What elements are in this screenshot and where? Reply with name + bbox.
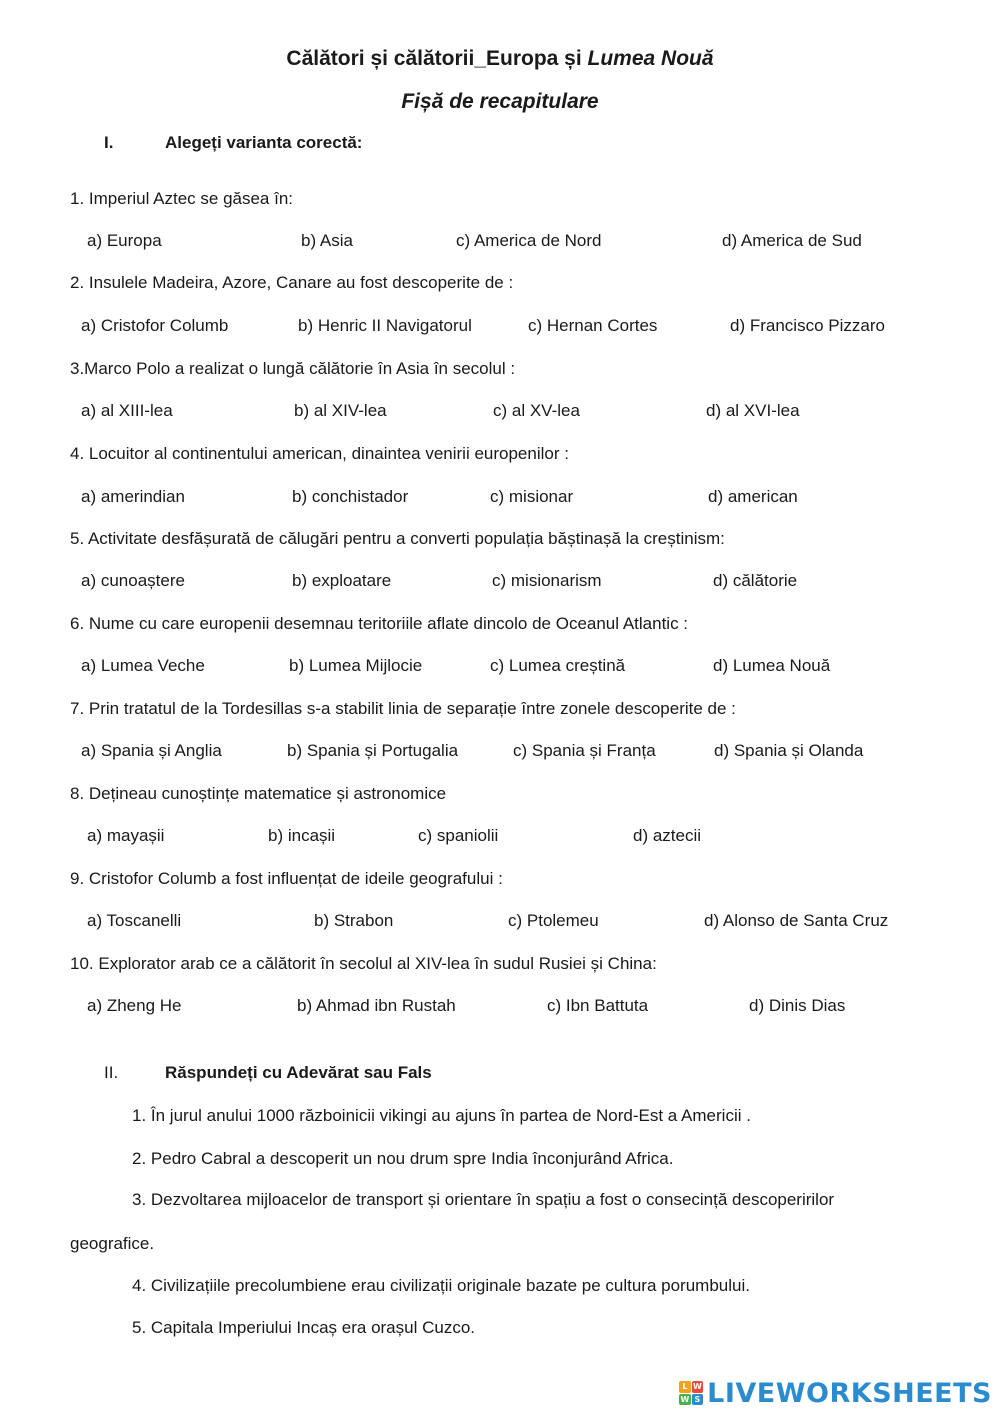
statement-3-cont: geografice. [70,1234,155,1253]
logo-mark-icon: L W W S [680,1382,702,1404]
question-1-option-d: d) America de Sud [722,231,862,250]
question-1-option-a: a) Europa [87,231,162,250]
question-6-option-a: a) Lumea Veche [81,656,205,675]
question-6-option-d: d) Lumea Nouă [713,656,831,675]
question-2: 2. Insulele Madeira, Azore, Canare au fost descoperite de : [70,273,514,292]
question-3-option-b: b) al XIV-lea [294,401,387,420]
question-4-option-d: d) american [708,487,798,506]
question-2-option-a: a) Cristofor Columb [81,316,229,335]
question-6: 6. Nume cu care europenii desemnau teritoriile aflate dincolo de Oceanul Atlantic : [70,614,689,633]
question-3-option-c: c) al XV-lea [493,401,580,420]
question-7: 7. Prin tratatul de la Tordesillas s-a stabilit linia de separație între zonele descoperite de : [70,699,736,718]
question-5-option-b: b) exploatare [292,571,392,590]
question-6-option-b: b) Lumea Mijlocie [289,656,423,675]
section-1-number: I. [104,133,114,152]
question-5-option-a: a) cunoaștere [81,571,185,590]
question-10-option-d: d) Dinis Dias [749,996,846,1015]
question-7-option-b: b) Spania și Portugalia [287,741,459,760]
section-2-title: Răspundeți cu Adevărat sau Fals [165,1063,432,1082]
question-7-option-d: d) Spania și Olanda [714,741,864,760]
statement-4: 4. Civilizațiile precolumbiene erau civilizații originale bazate pe cultura porumbului. [132,1276,750,1295]
question-9-option-b: b) Strabon [314,911,394,930]
question-5-option-d: d) călătorie [713,571,798,590]
question-1-option-c: c) America de Nord [456,231,602,250]
section-1-title: Alegeți varianta corectă: [165,133,363,152]
question-7-option-c: c) Spania și Franța [513,741,656,760]
question-8-option-c: c) spaniolii [418,826,499,845]
question-8: 8. Dețineau cunoștințe matematice și astronomice [70,784,447,803]
statement-5: 5. Capitala Imperiului Incaș era orașul Cuzco. [132,1318,475,1337]
statement-2: 2. Pedro Cabral a descoperit un nou drum spre India înconjurând Africa. [132,1149,674,1168]
statement-3: 3. Dezvoltarea mijloacelor de transport și orientare în spațiu a fost o consecință descoperirilor [132,1190,835,1209]
logo-text: LIVEWORKSHEETS [707,1377,992,1409]
question-8-option-a: a) mayașii [87,826,165,845]
question-10-option-c: c) Ibn Battuta [547,996,649,1015]
worksheet-subtitle: Fișă de recapitulare [401,90,599,113]
question-4-option-a: a) amerindian [81,487,185,506]
question-9-option-a: a) Toscanelli [87,911,182,930]
question-8-option-b: b) incașii [268,826,336,845]
question-1-option-b: b) Asia [301,231,353,250]
question-2-option-c: c) Hernan Cortes [528,316,658,335]
title-main: Călători și călătorii_Europa și [286,47,588,70]
question-2-option-b: b) Henric II Navigatorul [298,316,472,335]
question-10: 10. Explorator arab ce a călătorit în secolul al XIV-lea în sudul Rusiei și China: [70,954,657,973]
question-4-option-b: b) conchistador [292,487,409,506]
question-10-option-b: b) Ahmad ibn Rustah [297,996,456,1015]
question-9-option-c: c) Ptolemeu [508,911,599,930]
worksheet-title [0,47,1000,71]
question-1: 1. Imperiul Aztec se găsea în: [70,189,294,208]
section-2-number: II. [104,1063,119,1082]
question-3-option-a: a) al XIII-lea [81,401,173,420]
question-9-option-d: d) Alonso de Santa Cruz [704,911,889,930]
question-3: 3.Marco Polo a realizat o lungă călătorie în Asia în secolul : [70,359,516,378]
statement-1: 1. În jurul anului 1000 războinicii vikingi au ajuns în partea de Nord-Est a Americii . [132,1106,751,1125]
question-10-option-a: a) Zheng He [87,996,182,1015]
question-5: 5. Activitate desfășurată de călugări pentru a converti populația băștinașă la creștinism: [70,529,725,548]
title-italic: Lumea Nouă [587,47,714,70]
question-7-option-a: a) Spania și Anglia [81,741,222,760]
question-4: 4. Locuitor al continentului american, dinaintea venirii europenilor : [70,444,569,463]
question-3-option-d: d) al XVI-lea [706,401,800,420]
liveworksheets-logo [679,1378,992,1408]
question-2-option-d: d) Francisco Pizzaro [730,316,885,335]
question-6-option-c: c) Lumea creștină [490,656,626,675]
question-9: 9. Cristofor Columb a fost influențat de ideile geografului : [70,869,503,888]
question-5-option-c: c) misionarism [492,571,602,590]
question-4-option-c: c) misionar [490,487,574,506]
question-8-option-d: d) aztecii [633,826,702,845]
